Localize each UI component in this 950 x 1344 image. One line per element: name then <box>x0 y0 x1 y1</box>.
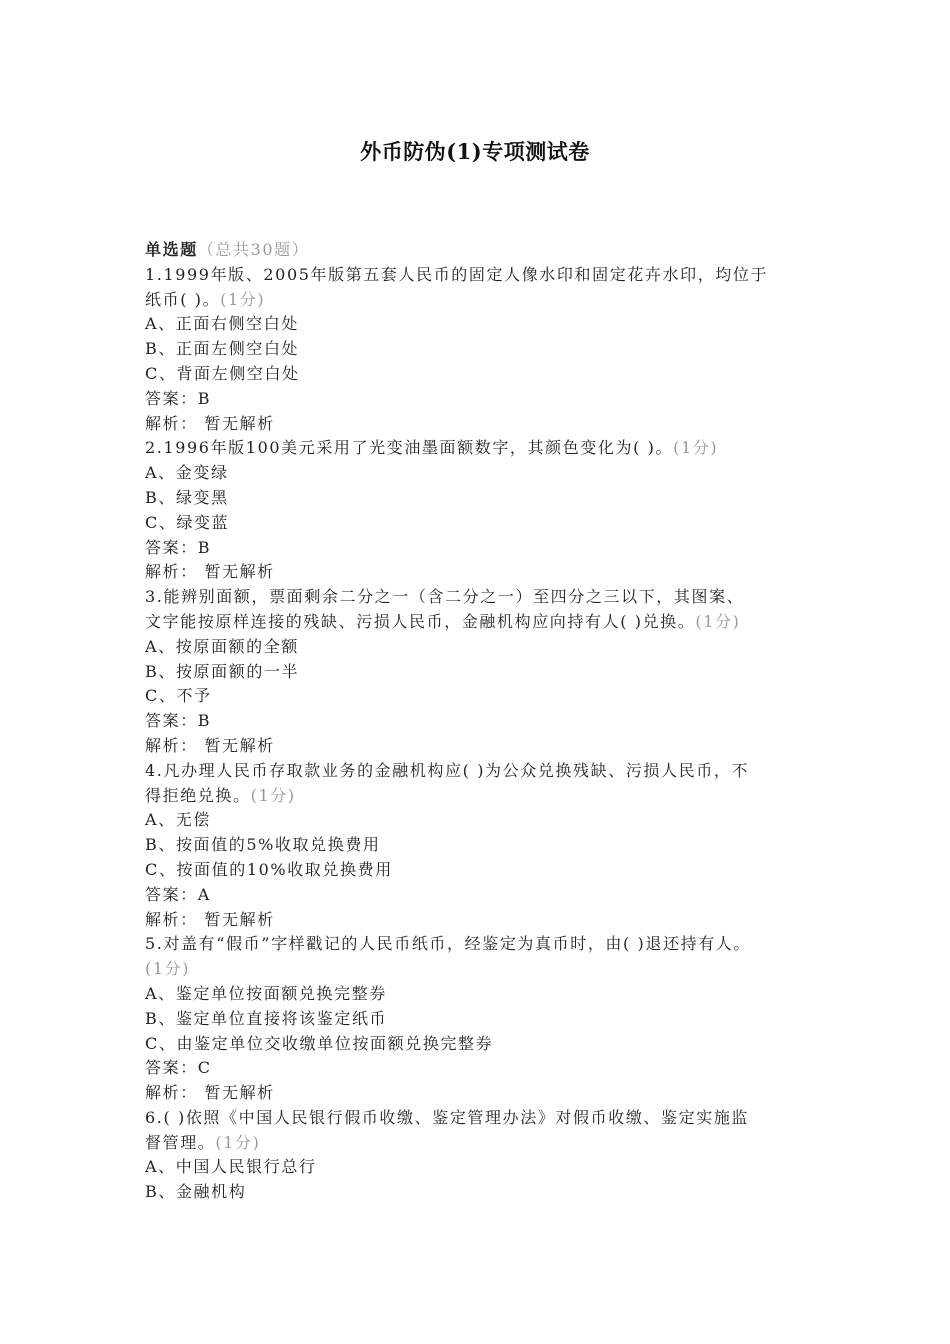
option-a: A、鉴定单位按面额兑换完整券 <box>145 983 387 1003</box>
question-item <box>145 436 825 585</box>
option-b: B、金融机构 <box>145 1182 247 1202</box>
question-item <box>145 759 825 933</box>
option-a: A、无偿 <box>145 810 211 830</box>
question-score: (1分) <box>250 785 296 805</box>
question-score: (1分) <box>673 438 719 458</box>
section-heading <box>145 238 825 263</box>
answer-line: 答案：C <box>145 1058 212 1078</box>
answer-line: 答案：B <box>145 711 212 731</box>
option-c: C、按面值的10%收取兑换费用 <box>145 859 393 879</box>
question-stem-line: 督管理。(1分) <box>145 1132 261 1152</box>
option-a: A、正面右侧空白处 <box>145 314 299 334</box>
answer-line: 答案：B <box>145 388 212 408</box>
question-score: (1分) <box>215 1132 261 1152</box>
question-item <box>145 1106 825 1205</box>
option-c: C、背面左侧空白处 <box>145 363 300 383</box>
section-count-note: （总共30题） <box>197 240 310 259</box>
question-list <box>145 238 825 1205</box>
option-c: C、由鉴定单位交收缴单位按面额兑换完整券 <box>145 1033 494 1053</box>
question-stem-line: 得拒绝兑换。(1分) <box>145 785 296 805</box>
option-b: B、鉴定单位直接将该鉴定纸币 <box>145 1008 388 1028</box>
question-stem-line: 6.( )依照《中国人民银行假币收缴、鉴定管理办法》对假币收缴、鉴定实施监 <box>145 1107 750 1127</box>
question-stem-line: 纸币( )。(1分) <box>145 289 266 309</box>
option-b: B、正面左侧空白处 <box>145 339 300 359</box>
question-stem-line: 2.1996年版100美元采用了光变油墨面额数字，其颜色变化为( )。(1分) <box>145 438 719 458</box>
question-stem-line <box>145 957 825 982</box>
option-c: C、绿变蓝 <box>145 512 230 532</box>
option-b: B、按面值的5%收取兑换费用 <box>145 835 381 855</box>
option-b: B、绿变黑 <box>145 487 229 507</box>
question-item <box>145 932 825 1106</box>
page-title: 外币防伪(1)专项测试卷 <box>360 139 590 164</box>
analysis-line: 解析： 暂无解析 <box>145 413 275 433</box>
answer-line: 答案：A <box>145 884 211 904</box>
question-stem-line: 3.能辨别面额，票面剩余二分之一（含二分之一）至四分之三以下，其图案、 <box>145 587 745 607</box>
option-a: A、金变绿 <box>145 463 229 483</box>
option-a: A、中国人民银行总行 <box>145 1157 317 1177</box>
question-item <box>145 263 825 437</box>
question-item <box>145 585 825 759</box>
question-stem-line: 1.1999年版、2005年版第五套人民币的固定人像水印和固定花卉水印，均位于 <box>145 264 769 284</box>
question-stem-line: 4.凡办理人民币存取款业务的金融机构应( )为公众兑换残缺、污损人民币，不 <box>145 760 750 780</box>
analysis-line: 解析： 暂无解析 <box>145 735 275 755</box>
option-a: A、按原面额的全额 <box>145 636 299 656</box>
question-score: (1分) <box>220 289 266 309</box>
question-stem-line: 5.对盖有“假币”字样戳记的人民币纸币，经鉴定为真币时，由( )退还持有人。 <box>145 934 751 954</box>
section-label: 单选题 <box>145 240 198 259</box>
option-c: C、不予 <box>145 686 212 706</box>
question-stem-line: 文字能按原样连接的残缺、污损人民币，金融机构应向持有人( )兑换。(1分) <box>145 611 741 631</box>
analysis-line: 解析： 暂无解析 <box>145 1083 275 1103</box>
question-score: (1分) <box>145 959 191 979</box>
analysis-line: 解析： 暂无解析 <box>145 562 275 582</box>
option-b: B、按原面额的一半 <box>145 661 300 681</box>
answer-line: 答案：B <box>145 537 212 557</box>
question-score: (1分) <box>695 611 741 631</box>
analysis-line: 解析： 暂无解析 <box>145 909 275 929</box>
